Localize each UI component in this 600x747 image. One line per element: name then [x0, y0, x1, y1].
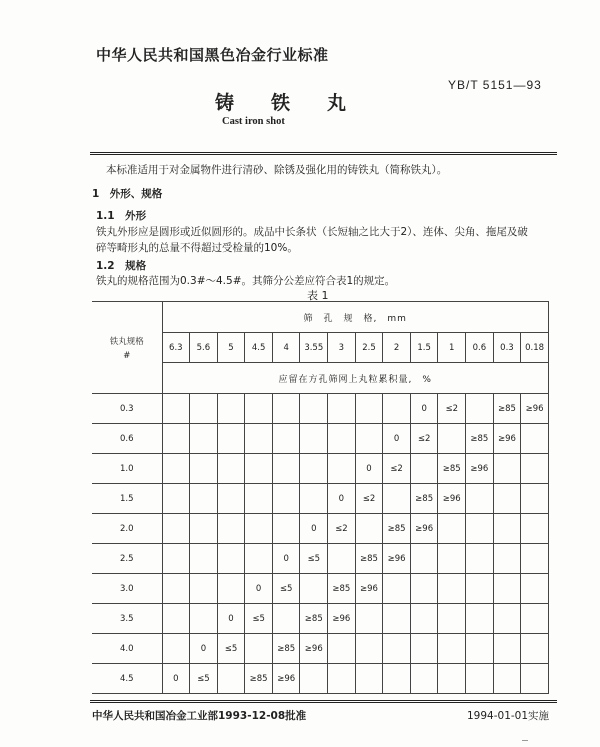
- retained-value-cell: ≥85: [355, 544, 383, 574]
- retained-value-cell: [355, 634, 383, 664]
- retained-value-cell: 0: [272, 544, 300, 574]
- retained-value-cell: [383, 394, 411, 424]
- retained-value-cell: 0: [217, 604, 245, 634]
- retained-value-cell: 0: [245, 574, 273, 604]
- sieve-size-header: 筛 孔 规 格, mm: [162, 302, 548, 333]
- retained-value-cell: [245, 424, 273, 454]
- retained-value-cell: [383, 604, 411, 634]
- sieve-size-cell: 0.3: [493, 333, 521, 363]
- sieve-size-cell: 3: [328, 333, 356, 363]
- retained-value-cell: [217, 484, 245, 514]
- retained-value-cell: [521, 484, 549, 514]
- section-1-heading: 1 外形、规格: [92, 188, 163, 200]
- retained-value-cell: [328, 424, 356, 454]
- retained-value-cell: [355, 604, 383, 634]
- retained-value-cell: [438, 424, 466, 454]
- grade-cell: 4.5: [92, 664, 162, 694]
- section-1-1-heading: 1.1 外形: [96, 210, 147, 222]
- retained-value-cell: ≥96: [328, 604, 356, 634]
- retained-value-cell: [410, 574, 438, 604]
- retained-value-cell: [410, 664, 438, 694]
- grade-header-label: 铁丸规格: [109, 336, 144, 347]
- retained-value-cell: [162, 574, 190, 604]
- retained-value-cell: [162, 634, 190, 664]
- retained-value-cell: [466, 604, 494, 634]
- retained-value-cell: [190, 604, 218, 634]
- retained-value-cell: ≤5: [300, 544, 328, 574]
- table-row: [92, 514, 549, 544]
- grade-header-unit: #: [123, 350, 131, 361]
- sieve-size-cell: 5.6: [190, 333, 218, 363]
- retained-value-cell: [162, 544, 190, 574]
- table-caption: 表 1: [307, 289, 329, 302]
- sieve-tolerance-table: [92, 301, 549, 694]
- retained-value-cell: [162, 424, 190, 454]
- scan-mark: [522, 740, 528, 744]
- grade-cell: 3.0: [92, 574, 162, 604]
- retained-value-cell: [328, 454, 356, 484]
- retained-value-cell: [493, 574, 521, 604]
- retained-value-cell: ≥96: [272, 664, 300, 694]
- retained-value-cell: [438, 664, 466, 694]
- retained-value-cell: 0: [410, 394, 438, 424]
- retained-value-cell: [245, 484, 273, 514]
- grade-cell: 3.5: [92, 604, 162, 634]
- retained-value-cell: [162, 394, 190, 424]
- retained-value-cell: ≥85: [300, 604, 328, 634]
- retained-value-cell: [190, 544, 218, 574]
- retained-value-cell: [272, 514, 300, 544]
- retained-value-cell: [272, 484, 300, 514]
- document-title-en: Cast iron shot: [222, 116, 285, 127]
- retained-value-cell: [190, 454, 218, 484]
- sieve-size-cell: 2.5: [355, 333, 383, 363]
- grade-cell: 2.5: [92, 544, 162, 574]
- retained-value-cell: [466, 574, 494, 604]
- sieve-size-cell: 0.6: [466, 333, 494, 363]
- document-title-zh: 铸铁丸: [215, 92, 384, 114]
- retained-value-cell: [355, 424, 383, 454]
- retained-value-cell: [190, 484, 218, 514]
- retained-value-cell: [521, 544, 549, 574]
- retained-value-cell: [245, 544, 273, 574]
- section-1-1-text-line1: 铁丸外形应是圆形或近似圆形的。成品中长条状（长短轴之比大于2）、连体、尖角、拖尾及破: [96, 226, 528, 238]
- retained-value-cell: ≥96: [383, 544, 411, 574]
- retained-value-cell: [410, 604, 438, 634]
- section-1-1-text-line2: 碎等畸形丸的总量不得超过受检量的10%。: [96, 242, 298, 254]
- retained-value-cell: [300, 664, 328, 694]
- retained-value-cell: [300, 424, 328, 454]
- retained-value-cell: [162, 454, 190, 484]
- retained-value-cell: ≤5: [272, 574, 300, 604]
- retained-value-cell: [466, 664, 494, 694]
- retained-value-cell: [272, 394, 300, 424]
- sieve-size-cell: 3.55: [300, 333, 328, 363]
- footer-divider-thin: [90, 702, 557, 703]
- retained-value-cell: [217, 514, 245, 544]
- retained-amount-header: 应留在方孔筛网上丸粒累积量, %: [162, 363, 548, 394]
- retained-value-cell: ≥96: [438, 484, 466, 514]
- retained-value-cell: [521, 514, 549, 544]
- retained-value-cell: ≥96: [493, 424, 521, 454]
- retained-value-cell: [355, 394, 383, 424]
- sieve-size-cell: 6.3: [162, 333, 190, 363]
- retained-value-cell: [438, 574, 466, 604]
- retained-value-cell: 0: [190, 634, 218, 664]
- sieve-size-cell: 5: [217, 333, 245, 363]
- retained-value-cell: [245, 634, 273, 664]
- grade-cell: 1.5: [92, 484, 162, 514]
- retained-value-cell: ≥85: [245, 664, 273, 694]
- retained-value-cell: ≤2: [438, 394, 466, 424]
- retained-value-cell: ≤2: [355, 484, 383, 514]
- retained-value-cell: [162, 604, 190, 634]
- retained-value-cell: ≤2: [383, 454, 411, 484]
- grade-cell: 2.0: [92, 514, 162, 544]
- retained-value-cell: [162, 484, 190, 514]
- retained-value-cell: ≤2: [410, 424, 438, 454]
- retained-value-cell: [466, 394, 494, 424]
- retained-value-cell: 0: [328, 484, 356, 514]
- sieve-size-cell: 4.5: [245, 333, 273, 363]
- retained-value-cell: ≥85: [466, 424, 494, 454]
- retained-value-cell: [383, 634, 411, 664]
- retained-value-cell: ≥85: [383, 514, 411, 544]
- retained-value-cell: [272, 454, 300, 484]
- table-row: [92, 454, 549, 484]
- section-1-2-text: 铁丸的规格范围为0.3#～4.5#。其筛分公差应符合表1的规定。: [96, 275, 396, 287]
- retained-value-cell: [245, 394, 273, 424]
- grade-cell: 0.3: [92, 394, 162, 424]
- retained-value-cell: 0: [300, 514, 328, 544]
- section-1-2-heading: 1.2 规格: [96, 260, 147, 272]
- retained-value-cell: [438, 634, 466, 664]
- retained-value-cell: [493, 544, 521, 574]
- retained-value-cell: ≤5: [245, 604, 273, 634]
- retained-value-cell: ≤5: [217, 634, 245, 664]
- implementation-date: 1994-01-01实施: [467, 710, 550, 722]
- retained-value-cell: [217, 454, 245, 484]
- table-row: [92, 484, 549, 514]
- table-row: [92, 664, 549, 694]
- retained-value-cell: ≥85: [493, 394, 521, 424]
- table-row: [92, 544, 549, 574]
- grade-cell: 0.6: [92, 424, 162, 454]
- retained-value-cell: [410, 454, 438, 484]
- retained-value-cell: ≥96: [466, 454, 494, 484]
- retained-value-cell: ≥96: [410, 514, 438, 544]
- retained-value-cell: [410, 634, 438, 664]
- grade-column-header: [92, 302, 162, 394]
- retained-value-cell: ≥96: [355, 574, 383, 604]
- retained-value-cell: [328, 394, 356, 424]
- retained-value-cell: [466, 634, 494, 664]
- table-row: [92, 424, 549, 454]
- retained-value-cell: ≥85: [438, 454, 466, 484]
- retained-value-cell: [300, 574, 328, 604]
- approval-note: 中华人民共和国冶金工业部1993-12-08批准: [92, 710, 307, 722]
- retained-value-cell: ≤5: [190, 664, 218, 694]
- retained-value-cell: ≥85: [410, 484, 438, 514]
- retained-value-cell: [438, 604, 466, 634]
- retained-value-cell: [493, 514, 521, 544]
- retained-value-cell: [300, 484, 328, 514]
- retained-value-cell: [493, 664, 521, 694]
- retained-value-cell: [521, 454, 549, 484]
- retained-value-cell: [190, 394, 218, 424]
- retained-value-cell: 0: [162, 664, 190, 694]
- header-divider-thick: [90, 152, 557, 153]
- retained-value-cell: [410, 544, 438, 574]
- retained-value-cell: [493, 604, 521, 634]
- retained-value-cell: [300, 394, 328, 424]
- retained-value-cell: [521, 664, 549, 694]
- retained-value-cell: [521, 604, 549, 634]
- footer-divider-thick: [90, 700, 557, 701]
- retained-value-cell: [355, 664, 383, 694]
- retained-value-cell: [493, 454, 521, 484]
- retained-value-cell: [438, 544, 466, 574]
- sieve-size-cell: 4: [272, 333, 300, 363]
- retained-value-cell: ≤2: [328, 514, 356, 544]
- retained-value-cell: [190, 514, 218, 544]
- intro-paragraph: 本标准适用于对金属物件进行清砂、除锈及强化用的铸铁丸（简称铁丸）。: [106, 164, 448, 176]
- grade-cell: 1.0: [92, 454, 162, 484]
- retained-value-cell: [190, 424, 218, 454]
- retained-value-cell: [328, 664, 356, 694]
- table-row: [92, 634, 549, 664]
- retained-value-cell: [466, 544, 494, 574]
- retained-value-cell: [355, 514, 383, 544]
- retained-value-cell: [466, 484, 494, 514]
- retained-value-cell: ≥85: [272, 634, 300, 664]
- retained-value-cell: [272, 424, 300, 454]
- retained-value-cell: [300, 454, 328, 484]
- retained-value-cell: [328, 634, 356, 664]
- retained-value-cell: [190, 574, 218, 604]
- table-row: [92, 394, 549, 424]
- retained-value-cell: [217, 664, 245, 694]
- sieve-size-cell: 0.18: [521, 333, 549, 363]
- standard-category-title: 中华人民共和国黑色冶金行业标准: [96, 46, 329, 64]
- retained-value-cell: ≥96: [521, 394, 549, 424]
- retained-value-cell: [272, 604, 300, 634]
- retained-value-cell: [493, 634, 521, 664]
- grade-cell: 4.0: [92, 634, 162, 664]
- retained-value-cell: ≥85: [328, 574, 356, 604]
- retained-value-cell: [466, 514, 494, 544]
- sieve-size-cell: 1.5: [410, 333, 438, 363]
- table-row: [92, 604, 549, 634]
- retained-value-cell: [438, 514, 466, 544]
- retained-value-cell: [162, 514, 190, 544]
- standard-number: YB/T 5151—93: [448, 78, 542, 92]
- retained-value-cell: [245, 514, 273, 544]
- retained-value-cell: ≥96: [300, 634, 328, 664]
- table-row: [92, 574, 549, 604]
- retained-value-cell: [493, 484, 521, 514]
- retained-value-cell: [217, 394, 245, 424]
- sieve-size-cell: 2: [383, 333, 411, 363]
- retained-value-cell: [328, 544, 356, 574]
- retained-value-cell: [245, 454, 273, 484]
- sieve-size-cell: 1: [438, 333, 466, 363]
- retained-value-cell: [383, 484, 411, 514]
- retained-value-cell: 0: [355, 454, 383, 484]
- retained-value-cell: [521, 574, 549, 604]
- retained-value-cell: [383, 574, 411, 604]
- retained-value-cell: [521, 634, 549, 664]
- header-divider-thin: [90, 154, 557, 155]
- retained-value-cell: [383, 664, 411, 694]
- retained-value-cell: [217, 574, 245, 604]
- retained-value-cell: [521, 424, 549, 454]
- retained-value-cell: 0: [383, 424, 411, 454]
- retained-value-cell: [217, 544, 245, 574]
- retained-value-cell: [217, 424, 245, 454]
